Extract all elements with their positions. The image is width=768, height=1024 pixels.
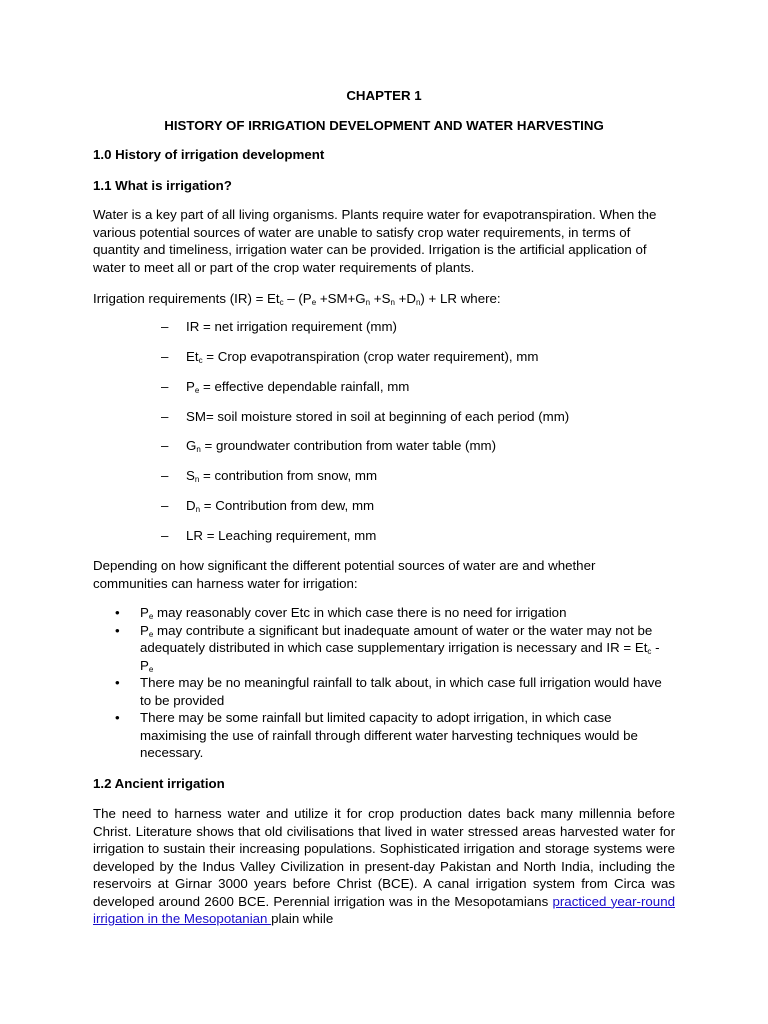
depending-paragraph: Depending on how significant the different potential sources of water are and whether communities can harness water for irrigation: [93, 558, 596, 591]
bullet-item: • There may be no meaningful rainfall to talk about, in which case full irrigation would have to be provided [115, 675, 662, 708]
bullet-item: • $P_e$ may contribute a significant but inadequate amount of water or the water may not be adequately distributed in which case supplementary irrigation is necessary and IR = $Et_c - P_e$ [115, 622, 660, 674]
ancient-paragraph: The need to harness water and utilize it for crop production dates back many millennia before Christ. Literature shows that old civilisations that lived in water stressed areas harvested water for irrigation to sustain their increasing populations. Sophisticated irrigation and storage systems were developed by the Indus Valley Civilization in present-day Pakistan and North India, including the reservoirs at Girnar 3000 years before Christ (BCE). A canal irrigation system from Circa was developed around 2600 BCE. Perennial irrigation was in the Mesopotamians practiced year-round irrigation in the Mesopotanian plain while [93, 806, 675, 926]
chapter-title: HISTORY OF IRRIGATION DEVELOPMENT AND WATER HARVESTING [164, 118, 604, 133]
section-heading-1-2: 1.2 Ancient irrigation [93, 776, 225, 791]
bullet-list [93, 604, 675, 762]
section-heading-1-1: 1.1 What is irrigation? [93, 178, 232, 193]
irrigation-formula: Irrigation requirements $(IR) = Et_c - (P_e +SM+G_n +S_n +D_n)$ + LR where: [93, 291, 501, 307]
bullet-item: • $P_e$ may reasonably cover Etc in which case there is no need for irrigation [115, 605, 567, 621]
mesopotamia-link[interactable]: practiced year-round irrigation in the Mesopotanian [93, 893, 675, 926]
intro-paragraph: Water is a key part of all living organisms. Plants require water for evapotranspiration. When the various potential sources of water are unable to satisfy crop water requirements, in terms of quantity and timeliness, irrigation water can be provided. Irrigation is the artificial application of water to meet all or part of the crop water requirements of plants. [93, 207, 657, 275]
bullet-item: • There may be some rainfall but limited capacity to adopt irrigation, in which case maximising the use of rainfall through different water harvesting techniques would be necessary. [115, 710, 638, 760]
section-heading-1-0: 1.0 History of irrigation development [93, 147, 325, 162]
chapter-label: CHAPTER 1 [346, 88, 422, 103]
